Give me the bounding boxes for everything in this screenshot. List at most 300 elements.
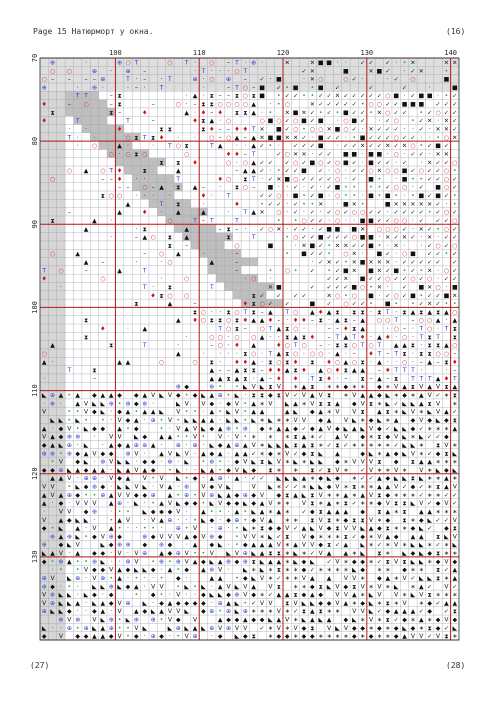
stitch-symbol: · (93, 458, 96, 466)
stitch-symbol: V (368, 425, 374, 433)
stitch-symbol: · (68, 550, 71, 558)
stitch-symbol: ◣ (83, 425, 89, 433)
stitch-symbol: ▲ (418, 583, 424, 591)
stitch-symbol: – (243, 325, 247, 333)
stitch-symbol: ◣ (368, 608, 374, 616)
stitch-symbol: V (301, 500, 307, 508)
stitch-symbol: ◆ (150, 533, 156, 541)
stitch-symbol: · (210, 192, 213, 200)
stitch-symbol: ✓ (385, 184, 391, 192)
stitch-symbol: – (352, 317, 356, 325)
stitch-symbol: ⊕ (41, 84, 47, 92)
stitch-symbol: ∗ (326, 566, 332, 574)
stitch-symbol: ✓ (368, 142, 374, 150)
stitch-symbol: V (134, 558, 139, 566)
stitch-symbol: · (261, 59, 264, 67)
stitch-symbol: ▲ (284, 425, 290, 433)
stitch-symbol: V (335, 483, 340, 491)
stitch-symbol: V (335, 599, 340, 607)
stitch-symbol: ○ (200, 308, 207, 316)
stitch-symbol: ▲ (435, 317, 441, 325)
stitch-symbol: • (377, 192, 382, 200)
stitch-symbol: ▲ (83, 167, 89, 175)
stitch-symbol: V (117, 491, 122, 499)
stitch-symbol: ▲ (402, 342, 407, 350)
stitch-symbol: ▲ (427, 458, 432, 466)
stitch-symbol: ▲ (310, 392, 315, 400)
stitch-symbol: V (75, 541, 80, 549)
stitch-symbol: · (110, 416, 113, 424)
stitch-symbol: ✓ (410, 574, 416, 582)
stitch-symbol: ✓ (318, 101, 324, 109)
stitch-symbol: ⧗ (377, 433, 382, 441)
stitch-symbol: ⧗ (167, 125, 172, 133)
stitch-symbol: · (344, 134, 347, 142)
stitch-symbol: ▲ (117, 142, 122, 150)
stitch-symbol: V (84, 566, 89, 574)
stitch-symbol: ◣ (301, 491, 307, 499)
stitch-symbol: ◆ (393, 450, 399, 458)
stitch-symbol: ✓ (368, 134, 374, 142)
stitch-symbol: ◆ (117, 392, 122, 400)
stitch-symbol: • (235, 425, 239, 433)
stitch-symbol: T (411, 375, 415, 383)
stitch-symbol: ◆ (242, 574, 248, 582)
stitch-symbol: ⊕ (41, 574, 47, 582)
stitch-symbol: ✓ (360, 475, 366, 483)
stitch-symbol: ⊕ (175, 558, 181, 566)
stitch-symbol: ○ (427, 317, 433, 325)
stitch-symbol: ⊕ (66, 624, 72, 632)
stitch-symbol: ◣ (402, 475, 407, 483)
stitch-symbol: ○ (251, 275, 257, 283)
stitch-symbol: – (218, 92, 222, 100)
stitch-symbol: ▲ (100, 392, 106, 400)
stitch-symbol: ○ (334, 192, 341, 200)
stitch-symbol: T (394, 350, 398, 358)
stitch-symbol: ⧗ (335, 525, 340, 533)
stitch-symbol: ✓ (452, 259, 458, 267)
stitch-symbol: ◆ (175, 599, 181, 607)
stitch-symbol: ■ (368, 267, 374, 275)
stitch-symbol: ○ (242, 159, 248, 167)
stitch-symbol: ▲ (125, 358, 131, 366)
stitch-symbol: ∗ (376, 633, 382, 641)
stitch-symbol: ▲ (209, 475, 215, 483)
stitch-symbol: ▲ (276, 591, 282, 599)
stitch-symbol: ✓ (309, 192, 315, 200)
stitch-symbol: ■ (401, 167, 408, 175)
stitch-symbol: ○ (309, 350, 315, 358)
stitch-symbol: ✓ (443, 608, 449, 616)
stitch-symbol: ⧗ (402, 558, 407, 566)
stitch-symbol: • (176, 491, 181, 499)
row-number-label: 130 (31, 550, 39, 564)
stitch-symbol: V (84, 408, 89, 416)
stitch-symbol: ◆ (100, 566, 106, 574)
stitch-symbol: · (127, 550, 129, 558)
stitch-symbol: V (184, 450, 189, 458)
stitch-symbol: ♦ (242, 317, 249, 325)
stitch-symbol: ▲ (259, 541, 265, 549)
stitch-symbol: ▲ (393, 608, 399, 616)
stitch-symbol: · (143, 583, 146, 591)
stitch-symbol: · (143, 192, 146, 200)
stitch-symbol: ◣ (117, 458, 122, 466)
stitch-symbol: ◆ (150, 458, 156, 466)
stitch-symbol: ✓ (326, 234, 332, 242)
stitch-symbol: V (385, 500, 390, 508)
stitch-symbol: ■ (351, 150, 358, 158)
stitch-symbol: ○ (49, 67, 56, 75)
stitch-symbol: T (377, 342, 382, 350)
stitch-symbol: ✓ (368, 475, 374, 483)
stitch-symbol: V (92, 525, 97, 533)
stitch-symbol: V (117, 599, 122, 607)
stitch-symbol: ∗ (267, 608, 273, 616)
stitch-symbol: ∗ (284, 516, 290, 524)
stitch-symbol: • (193, 491, 197, 499)
stitch-symbol: V (293, 416, 298, 424)
stitch-symbol: ○ (393, 325, 399, 333)
stitch-symbol: ♦ (292, 317, 299, 325)
stitch-symbol: · (101, 591, 104, 599)
stitch-symbol: · (135, 525, 138, 533)
stitch-symbol: ○ (284, 342, 290, 350)
stitch-symbol: · (202, 408, 205, 416)
stitch-symbol: ■ (317, 142, 324, 150)
stitch-symbol: ∗ (385, 566, 391, 574)
stitch-symbol: ■ (451, 84, 458, 92)
stitch-symbol: ■ (368, 234, 374, 242)
stitch-symbol: V (201, 533, 206, 541)
stitch-symbol: ∗ (427, 475, 433, 483)
stitch-symbol: · (85, 59, 88, 67)
stitch-symbol: ✓ (318, 225, 324, 233)
stitch-symbol: V (192, 425, 198, 433)
stitch-symbol: T (67, 134, 72, 142)
stitch-symbol: • (151, 558, 155, 566)
stitch-symbol: ◣ (268, 483, 273, 491)
stitch-symbol: ∗ (334, 633, 341, 641)
stitch-symbol: ✓ (360, 59, 366, 67)
stitch-symbol: ✓ (402, 483, 408, 491)
stitch-symbol: ■ (368, 192, 374, 200)
stitch-symbol: • (75, 566, 80, 574)
stitch-symbol: ⊕ (192, 76, 198, 84)
stitch-symbol: ◣ (234, 583, 240, 591)
stitch-symbol: ⧗ (310, 516, 315, 524)
stitch-symbol: ✓ (443, 192, 449, 200)
shaded-cell (157, 191, 165, 199)
stitch-symbol: ✕ (276, 225, 282, 233)
stitch-symbol: ⊕ (242, 550, 248, 558)
stitch-symbol: · (319, 209, 322, 217)
stitch-symbol: V (419, 466, 424, 474)
stitch-symbol: T (251, 150, 256, 158)
stitch-symbol: • (193, 408, 197, 416)
stitch-symbol: ◆ (343, 616, 349, 624)
stitch-symbol: ■ (284, 175, 291, 183)
stitch-symbol: ♦ (343, 325, 349, 333)
stitch-symbol: · (328, 342, 331, 350)
stitch-symbol: ✓ (443, 242, 449, 250)
stitch-symbol: – (92, 76, 96, 84)
stitch-symbol: ▲ (377, 408, 382, 416)
stitch-symbol: T (235, 59, 239, 67)
stitch-symbol: ◆ (351, 624, 357, 632)
stitch-symbol: ▲ (251, 134, 257, 142)
stitch-symbol: ▲ (385, 574, 391, 582)
stitch-symbol: ✕ (360, 225, 366, 233)
stitch-symbol: · (143, 416, 146, 424)
stitch-symbol: ⊕ (209, 533, 215, 541)
stitch-symbol: • (277, 101, 281, 109)
shaded-cell (216, 266, 224, 274)
stitch-symbol: ⧗ (226, 375, 231, 383)
stitch-symbol: ○ (209, 76, 215, 84)
stitch-symbol: ▲ (326, 416, 332, 424)
stitch-symbol: ♦ (209, 125, 215, 133)
stitch-symbol: ◆ (444, 433, 449, 441)
stitch-symbol: ⧗ (276, 566, 281, 574)
stitch-symbol: V (343, 574, 348, 582)
stitch-symbol: ▲ (444, 342, 449, 350)
stitch-symbol: · (445, 200, 448, 208)
stitch-symbol: ⊕ (242, 491, 248, 499)
stitch-symbol: V (343, 525, 348, 533)
stitch-symbol: ▲ (217, 616, 223, 624)
stitch-symbol: · (219, 400, 222, 408)
stitch-symbol: V (151, 516, 156, 524)
stitch-symbol: ■ (267, 184, 274, 192)
stitch-symbol: • (84, 533, 88, 541)
stitch-symbol: V (192, 616, 198, 624)
stitch-symbol: ✓ (326, 101, 332, 109)
stitch-symbol: ▲ (276, 350, 282, 358)
stitch-symbol: ◆ (167, 508, 173, 516)
stitch-symbol: ◣ (192, 416, 198, 424)
stitch-symbol: ▲ (41, 491, 47, 499)
stitch-symbol: ⧗ (310, 500, 315, 508)
stitch-symbol: • (159, 591, 164, 599)
stitch-symbol: ▲ (117, 516, 122, 524)
stitch-symbol: V (167, 392, 172, 400)
stitch-symbol: · (244, 392, 247, 400)
stitch-symbol: ◆ (134, 400, 139, 408)
stitch-symbol: ⧗ (243, 367, 248, 375)
stitch-symbol: ♦ (142, 109, 148, 117)
stitch-symbol: V (176, 508, 181, 516)
stitch-symbol: ∗ (402, 541, 408, 549)
stitch-symbol: ▲ (167, 566, 173, 574)
stitch-symbol: • (260, 200, 264, 208)
stitch-symbol: ▲ (192, 558, 198, 566)
stitch-symbol: ∗ (276, 416, 282, 424)
stitch-symbol: ▲ (234, 508, 240, 516)
stitch-symbol: ▲ (108, 500, 114, 508)
stitch-symbol: ⧗ (134, 300, 139, 308)
stitch-symbol: ▲ (125, 466, 131, 474)
stitch-symbol: · (185, 333, 188, 341)
stitch-symbol: ✓ (385, 67, 391, 75)
stitch-symbol: · (85, 608, 88, 616)
stitch-symbol: • (344, 259, 348, 267)
stitch-symbol: ◆ (159, 599, 164, 607)
stitch-symbol: ∗ (443, 425, 449, 433)
stitch-symbol: ◣ (452, 450, 458, 458)
stitch-symbol: ▲ (360, 325, 365, 333)
stitch-symbol: ✓ (267, 159, 273, 167)
stitch-symbol: – (101, 259, 105, 267)
stitch-symbol: ✓ (276, 533, 282, 541)
stitch-symbol: ◆ (192, 599, 198, 607)
stitch-symbol: V (243, 624, 248, 632)
stitch-symbol: ∗ (376, 616, 382, 624)
stitch-symbol: ■ (376, 250, 383, 258)
stitch-symbol: V (444, 616, 449, 624)
stitch-symbol: ⊕ (75, 616, 81, 624)
stitch-symbol: · (420, 242, 423, 250)
stitch-symbol: ⧗ (310, 624, 315, 632)
shaded-cell (149, 166, 157, 174)
stitch-symbol: • (134, 408, 139, 416)
stitch-symbol: ○ (209, 59, 215, 67)
stitch-symbol: ◣ (418, 574, 424, 582)
stitch-symbol: • (50, 558, 55, 566)
stitch-symbol: · (437, 234, 440, 242)
stitch-symbol: ▲ (310, 616, 315, 624)
stitch-symbol: V (352, 458, 357, 466)
stitch-symbol: T (419, 325, 424, 333)
stitch-symbol: ✕ (368, 67, 374, 75)
stitch-symbol: • (453, 300, 457, 308)
stitch-symbol: T (159, 200, 164, 208)
stitch-symbol: ∗ (360, 416, 366, 424)
stitch-symbol: ◣ (402, 433, 407, 441)
stitch-symbol: · (219, 308, 222, 316)
stitch-symbol: · (59, 400, 62, 408)
stitch-symbol: ∗ (452, 591, 458, 599)
stitch-symbol: · (344, 217, 347, 225)
stitch-symbol: ∗ (410, 433, 416, 441)
stitch-symbol: V (276, 458, 281, 466)
stitch-symbol: ▲ (117, 574, 122, 582)
stitch-symbol: · (135, 76, 138, 84)
stitch-symbol: ◆ (217, 533, 223, 541)
stitch-symbol: ⊕ (209, 624, 215, 632)
stitch-symbol: ✓ (368, 209, 374, 217)
stitch-symbol: ✕ (452, 134, 458, 142)
stitch-symbol: · (411, 125, 414, 133)
shaded-cell (182, 199, 190, 207)
stitch-symbol: ■ (410, 292, 416, 300)
stitch-symbol: ⊕ (50, 59, 56, 67)
stitch-symbol: ⧗ (385, 408, 390, 416)
stitch-symbol: ▲ (368, 525, 374, 533)
stitch-symbol: • (419, 109, 424, 117)
stitch-symbol: ✓ (276, 150, 282, 158)
stitch-symbol: ✓ (393, 234, 399, 242)
stitch-symbol: • (411, 175, 415, 183)
stitch-symbol: V (419, 633, 424, 641)
stitch-symbol: V (42, 483, 47, 491)
stitch-symbol: ✕ (402, 234, 408, 242)
stitch-symbol: – (327, 333, 331, 341)
stitch-symbol: ⊕ (50, 450, 56, 458)
stitch-symbol: ✓ (427, 242, 433, 250)
stitch-symbol: ✓ (326, 275, 332, 283)
stitch-symbol: ◣ (125, 616, 131, 624)
stitch-symbol: • (59, 566, 63, 574)
stitch-symbol: ⧗ (268, 383, 273, 391)
stitch-symbol: V (377, 583, 382, 591)
stitch-symbol: ∗ (259, 591, 265, 599)
stitch-symbol: ◣ (410, 400, 416, 408)
stitch-symbol: ✓ (435, 300, 441, 308)
stitch-symbol: • (335, 109, 340, 117)
stitch-symbol: ∗ (326, 408, 332, 416)
stitch-symbol: ⧗ (377, 550, 382, 558)
stitch-symbol: ∗ (368, 441, 374, 449)
stitch-symbol: ▲ (167, 300, 173, 308)
stitch-symbol: ✕ (326, 259, 332, 267)
stitch-symbol: • (176, 416, 181, 424)
stitch-symbol: ▲ (377, 358, 382, 366)
stitch-symbol: · (286, 200, 289, 208)
stitch-symbol: ◆ (335, 475, 340, 483)
stitch-symbol: ◣ (268, 441, 273, 449)
stitch-symbol: ◆ (41, 525, 47, 533)
stitch-symbol: ▲ (67, 558, 72, 566)
stitch-symbol: ◣ (58, 525, 64, 533)
stitch-symbol: ∗ (267, 624, 273, 632)
stitch-symbol: · (93, 433, 96, 441)
stitch-symbol: ■ (343, 267, 349, 275)
stitch-symbol: ▲ (284, 408, 290, 416)
stitch-symbol: ○ (292, 159, 299, 167)
stitch-symbol: ◆ (360, 558, 365, 566)
stitch-symbol: V (109, 475, 114, 483)
stitch-symbol: ▲ (175, 317, 181, 325)
stitch-symbol: ◆ (92, 550, 97, 558)
stitch-symbol: • (344, 292, 348, 300)
stitch-symbol: ○ (318, 125, 324, 133)
stitch-symbol: ⊕ (175, 383, 181, 391)
stitch-symbol: • (277, 92, 281, 100)
stitch-symbol: ○ (175, 142, 181, 150)
stitch-symbol: ○ (385, 109, 391, 117)
stitch-symbol: ∗ (410, 516, 416, 524)
stitch-symbol: · (227, 342, 230, 350)
stitch-symbol: V (368, 466, 374, 474)
stitch-symbol: · (185, 466, 188, 474)
stitch-symbol: ○ (452, 217, 458, 225)
stitch-symbol: ■ (292, 84, 299, 92)
shaded-cell (115, 158, 123, 166)
stitch-symbol: • (75, 425, 80, 433)
stitch-symbol: V (360, 400, 365, 408)
stitch-symbol: ◆ (393, 633, 399, 641)
stitch-symbol: ∗ (376, 566, 382, 574)
stitch-symbol: ◣ (75, 516, 81, 524)
stitch-symbol: ✕ (276, 175, 282, 183)
stitch-symbol: ▲ (293, 541, 298, 549)
stitch-symbol: ✓ (301, 292, 307, 300)
stitch-symbol: ○ (360, 209, 366, 217)
stitch-symbol: · (395, 333, 398, 341)
stitch-symbol: · (160, 275, 163, 283)
